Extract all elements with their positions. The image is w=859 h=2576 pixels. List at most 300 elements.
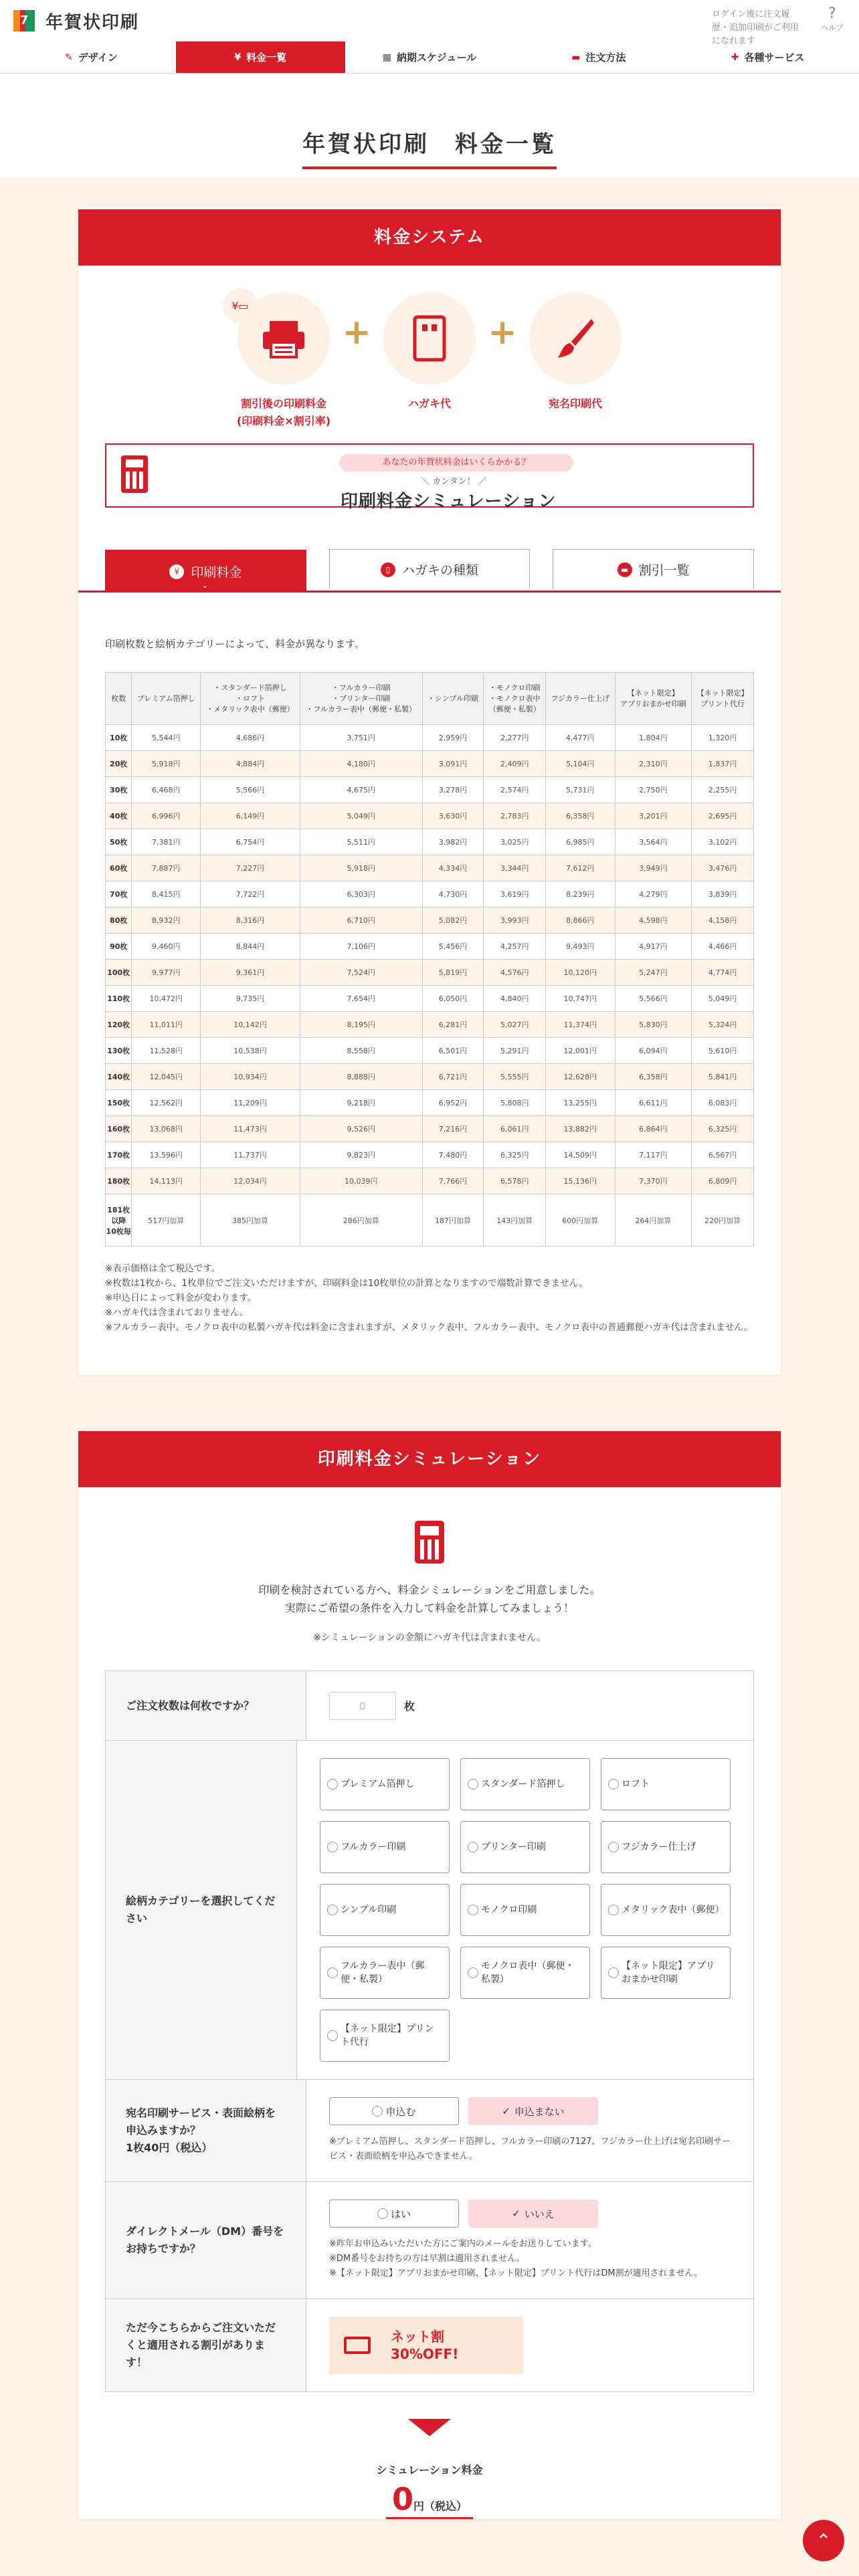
dm-label: ダイレクトメール（DM）番号をお持ちですか？ — [106, 2182, 306, 2298]
table-cell: 5,555円 — [484, 1064, 546, 1090]
category-option-label: プレミアム箔押し — [341, 1779, 415, 1790]
table-cell: 4,477円 — [546, 725, 615, 751]
table-cell: 6,303円 — [300, 881, 422, 907]
help-label: ヘルプ — [821, 23, 844, 32]
table-cell: 13,068円 — [132, 1116, 201, 1142]
radio-icon — [468, 1905, 478, 1915]
table-cell: 9,361円 — [201, 960, 300, 986]
category-option-label: フルカラー表中（郵便・私製） — [341, 1961, 425, 1985]
table-cell: 100枚 — [106, 960, 132, 986]
table-cell: 11,473円 — [201, 1116, 300, 1142]
tab-discounts[interactable] — [553, 549, 754, 589]
yen-icon: ¥ — [169, 564, 184, 579]
table-cell: 4,279円 — [615, 881, 692, 907]
table-cell: 6,050円 — [422, 986, 484, 1012]
chevron-down-icon: ⌄ — [201, 580, 209, 590]
table-cell: 40枚 — [106, 803, 132, 829]
category-option-label: フジカラー仕上げ — [622, 1842, 696, 1852]
nav-label: 納期スケジュール — [397, 51, 477, 64]
table-cell: 3,751円 — [300, 725, 422, 751]
table-cell: 6,809円 — [692, 1168, 754, 1194]
table-header: フジカラー仕上げ — [546, 673, 615, 725]
table-cell: 5,049円 — [692, 986, 754, 1012]
table-cell: 220円加算 — [692, 1194, 754, 1247]
table-row — [106, 751, 754, 777]
table-cell: 10,039円 — [300, 1168, 422, 1194]
table-header: ・モノクロ印刷 ・モノクロ表中 （郵便・私製） — [484, 673, 546, 725]
yen-icon: ¥ — [234, 51, 242, 63]
content-background — [0, 177, 859, 2576]
simulation-form — [105, 1671, 754, 2392]
address-yes-radio[interactable] — [329, 2097, 459, 2125]
table-cell: 9,218円 — [300, 1090, 422, 1116]
nav-label: 注文方法 — [585, 51, 626, 64]
address-note: ※プレミアム箔押し、スタンダード箔押し、フルカラー印刷の7127、フジカラー仕上げは宛名印刷サービス・表面絵柄を申込みできません。 — [329, 2137, 731, 2161]
category-label: 絵柄カテゴリーを選択してください — [106, 1741, 297, 2079]
table-row — [106, 1064, 754, 1090]
table-cell: 6,952円 — [422, 1090, 484, 1116]
table-cell: 4,334円 — [422, 855, 484, 881]
discount-title: ネット割 — [391, 2329, 444, 2345]
nav-schedule[interactable] — [345, 41, 514, 73]
site-header — [0, 0, 859, 46]
table-cell: 5,291円 — [484, 1038, 546, 1064]
table-cell: 120枚 — [106, 1012, 132, 1038]
system-item-label: 割引後の印刷料金 (印刷料金×割引率) — [236, 397, 331, 427]
dm-note: ※昨年お申込みいただいた方にご案内のメールをお送りしています。 — [329, 2239, 597, 2249]
table-cell: 11,737円 — [201, 1142, 300, 1168]
dm-notes — [329, 2237, 731, 2281]
table-note-line: ※枚数は1枚から、1枚単位でご注文いただけますが、印刷料金は10枚単位の計算となりますので端数計算できません。 — [105, 1278, 588, 1289]
tab-label: 印刷料金 — [191, 565, 242, 580]
table-cell: 60枚 — [106, 855, 132, 881]
table-cell: 10枚 — [106, 725, 132, 751]
table-note-line: ※ハガキ代は含まれておりません。 — [105, 1307, 249, 1318]
table-cell: 3,564円 — [615, 829, 692, 855]
table-cell: 5,511円 — [300, 829, 422, 855]
table-cell: 7,381円 — [132, 829, 201, 855]
table-cell: 4,257円 — [484, 934, 546, 960]
category-option-label: 【ネット限定】プリント代行 — [341, 2024, 434, 2048]
category-option[interactable] — [601, 1758, 731, 1810]
login-note[interactable]: ログイン後に注文履歴・追加印刷がご利用になれます — [712, 9, 799, 46]
simulation-card — [78, 1431, 781, 2519]
table-cell: 8,195円 — [300, 1012, 422, 1038]
help-button[interactable] — [819, 5, 846, 33]
table-row — [106, 960, 754, 986]
table-row — [106, 829, 754, 855]
table-cell: 4,917円 — [615, 934, 692, 960]
table-cell: 8,932円 — [132, 907, 201, 934]
table-cell: 5,247円 — [615, 960, 692, 986]
table-cell: 9,526円 — [300, 1116, 422, 1142]
radio-label: 申込む — [385, 2105, 416, 2118]
table-cell: 4,675円 — [300, 777, 422, 803]
table-cell: 6,710円 — [300, 907, 422, 934]
category-option-label: プリンター印刷 — [481, 1842, 546, 1852]
table-header: プレミアム箔押し — [132, 673, 201, 725]
table-cell: 4,598円 — [615, 907, 692, 934]
table-cell: 8,316円 — [201, 907, 300, 934]
category-option[interactable] — [601, 1884, 731, 1936]
table-row — [106, 1168, 754, 1194]
table-row — [106, 725, 754, 751]
table-cell: 7,216円 — [422, 1116, 484, 1142]
table-cell: 14,509円 — [546, 1142, 615, 1168]
table-cell: 3,476円 — [692, 855, 754, 881]
radio-label: いいえ — [524, 2208, 555, 2220]
address-label: 宛名印刷サービス・表面絵柄を申込みますか？ 1枚40円（税込） — [106, 2080, 306, 2181]
table-cell: 7,227円 — [201, 855, 300, 881]
table-cell: 4,158円 — [692, 907, 754, 934]
banner-question: あなたの年賀状料金はいくらかかる？ — [339, 454, 573, 471]
table-cell: 2,695円 — [692, 803, 754, 829]
table-cell: 4,884円 — [201, 751, 300, 777]
nav-order-method[interactable] — [514, 41, 683, 73]
table-header: 【ネット限定】 プリント代行 — [692, 673, 754, 725]
table-cell: 5,819円 — [422, 960, 484, 986]
banner-title: 印刷料金シミュレーション — [341, 492, 557, 512]
table-cell: 3,102円 — [692, 829, 754, 855]
radio-label: 申込まない — [514, 2105, 565, 2118]
table-cell: 5,731円 — [546, 777, 615, 803]
nav-price-list[interactable] — [176, 41, 345, 73]
table-cell: 6,996円 — [132, 803, 201, 829]
table-cell: 70枚 — [106, 881, 132, 907]
table-cell: 3,982円 — [422, 829, 484, 855]
table-cell: 6,578円 — [484, 1168, 546, 1194]
table-cell: 187円加算 — [422, 1194, 484, 1247]
table-row — [106, 1090, 754, 1116]
plus-sign: + — [488, 312, 517, 352]
table-cell: 13,882円 — [546, 1116, 615, 1142]
table-cell: 5,456円 — [422, 934, 484, 960]
table-cell: 8,888円 — [300, 1064, 422, 1090]
table-cell: 7,370円 — [615, 1168, 692, 1194]
table-cell: 600円加算 — [546, 1194, 615, 1247]
table-cell: 7,887円 — [132, 855, 201, 881]
category-option-label: モノクロ印刷 — [481, 1905, 537, 1915]
tab-print-price[interactable] — [105, 550, 306, 593]
table-cell: 6,358円 — [546, 803, 615, 829]
table-header: 【ネット限定】 アプリおまかせ印刷 — [615, 673, 692, 725]
table-cell: 12,628円 — [546, 1064, 615, 1090]
simulation-banner[interactable] — [105, 443, 754, 512]
table-cell: 5,566円 — [615, 986, 692, 1012]
table-header: 枚数 — [106, 673, 132, 725]
table-cell: 1,320円 — [692, 725, 754, 751]
help-icon: ? — [828, 5, 836, 22]
nav-label: 各種サービス — [744, 51, 805, 64]
table-cell: 11,374円 — [546, 1012, 615, 1038]
table-cell: 5,049円 — [300, 803, 422, 829]
simulation-result — [78, 2392, 781, 2519]
table-cell: 6,864円 — [615, 1116, 692, 1142]
category-option[interactable] — [460, 1947, 590, 1999]
tab-label: 割引一覧 — [638, 563, 690, 578]
table-cell: 9,735円 — [201, 986, 300, 1012]
table-cell: 180枚 — [106, 1168, 132, 1194]
table-cell: 10,538円 — [201, 1038, 300, 1064]
radio-icon — [608, 1842, 619, 1852]
table-cell: 4,686円 — [201, 725, 300, 751]
category-option[interactable] — [320, 1947, 450, 1999]
category-option[interactable] — [601, 1947, 731, 1999]
table-cell: 6,754円 — [201, 829, 300, 855]
simulation-intro-note: ※シミュレーションの金額にハガキ代は含まれません。 — [313, 1632, 546, 1643]
table-cell: 2,255円 — [692, 777, 754, 803]
table-cell: 3,025円 — [484, 829, 546, 855]
radio-icon — [468, 1842, 478, 1852]
category-option[interactable] — [320, 1758, 450, 1810]
table-cell: 12,562円 — [132, 1090, 201, 1116]
table-header: ・スタンダード箔押し ・ロフト ・メタリック表中（郵便） — [201, 673, 300, 725]
calendar-icon: ▦ — [382, 51, 392, 63]
table-cell: 150枚 — [106, 1090, 132, 1116]
table-cell: 6,325円 — [484, 1142, 546, 1168]
table-cell: 12,001円 — [546, 1038, 615, 1064]
price-table — [105, 672, 754, 1247]
laptop-icon — [344, 2337, 371, 2354]
table-cell: 8,239円 — [546, 881, 615, 907]
table-cell: 7,117円 — [615, 1142, 692, 1168]
table-cell: 13,596円 — [132, 1142, 201, 1168]
table-cell: 2,409円 — [484, 751, 546, 777]
scroll-to-top-button[interactable] — [803, 2520, 844, 2561]
table-cell: 8,415円 — [132, 881, 201, 907]
radio-icon — [608, 1779, 619, 1790]
table-cell: 4,774円 — [692, 960, 754, 986]
table-cell: 6,501円 — [422, 1038, 484, 1064]
table-cell: 6,061円 — [484, 1116, 546, 1142]
radio-icon — [327, 1967, 338, 1978]
discount-label: ただ今こちらからご注文いただくと適用される割引があります！ — [106, 2299, 306, 2391]
table-row — [106, 803, 754, 829]
table-header: ・フルカラー印刷 ・プリンター印刷 ・フルカラー表中（郵便・私製） — [300, 673, 422, 725]
table-cell: 12,045円 — [132, 1064, 201, 1090]
table-cell: 14,113円 — [132, 1168, 201, 1194]
table-note-line: ※表示価格は全て税込です。 — [105, 1263, 221, 1274]
intro-line: 印刷を検討されている方へ、料金シミュレーションをご用意しました。 — [258, 1584, 601, 1596]
table-cell: 5,324円 — [692, 1012, 754, 1038]
tab-postcard-types[interactable] — [329, 549, 531, 589]
table-notes — [78, 1247, 781, 1375]
radio-icon — [327, 1842, 338, 1852]
table-cell: 7,654円 — [300, 986, 422, 1012]
table-cell: 6,611円 — [615, 1090, 692, 1116]
discount-value: 30%OFF! — [391, 2346, 459, 2362]
table-cell: 5,830円 — [615, 1012, 692, 1038]
table-cell: 4,840円 — [484, 986, 546, 1012]
category-option-label: シンプル印刷 — [341, 1905, 397, 1915]
pen-icon: ✎ — [65, 51, 73, 63]
table-cell: 5,841円 — [692, 1064, 754, 1090]
nav-label: デザイン — [78, 51, 118, 64]
dm-note: ※【ネット限定】アプリおまかせ印刷、【ネット限定】プリント代行はDM割が適用されません。 — [329, 2268, 703, 2278]
table-cell: 7,612円 — [546, 855, 615, 881]
table-cell: 30枚 — [106, 777, 132, 803]
qty-input[interactable]: 0 — [329, 1692, 396, 1720]
radio-icon — [608, 1967, 619, 1978]
table-cell: 5,566円 — [201, 777, 300, 803]
table-cell: 264円加算 — [615, 1194, 692, 1247]
table-cell: 50枚 — [106, 829, 132, 855]
table-cell: 8,558円 — [300, 1038, 422, 1064]
table-cell: 3,344円 — [484, 855, 546, 881]
table-cell: 1,837円 — [692, 751, 754, 777]
table-cell: 2,959円 — [422, 725, 484, 751]
table-cell: 6,281円 — [422, 1012, 484, 1038]
table-cell: 160枚 — [106, 1116, 132, 1142]
table-cell: 385円加算 — [201, 1194, 300, 1247]
category-option-label: モノクロ表中（郵便・私製） — [481, 1961, 575, 1985]
table-cell: 5,808円 — [484, 1090, 546, 1116]
table-row — [106, 1194, 754, 1247]
table-cell: 130枚 — [106, 1038, 132, 1064]
nav-design[interactable] — [7, 41, 176, 73]
postcard-icon — [383, 292, 476, 385]
table-cell: 9,493円 — [546, 934, 615, 960]
table-cell: 5,544円 — [132, 725, 201, 751]
table-cell: 3,630円 — [422, 803, 484, 829]
table-row — [106, 934, 754, 960]
table-cell: 3,201円 — [615, 803, 692, 829]
table-cell: 9,977円 — [132, 960, 201, 986]
table-cell: 6,149円 — [201, 803, 300, 829]
seven-eleven-logo[interactable]: 7 — [13, 10, 35, 31]
price-system-heading: 料金システム — [78, 209, 781, 265]
table-cell: 2,310円 — [615, 751, 692, 777]
category-option-label: スタンダード箔押し — [481, 1779, 565, 1790]
table-row — [106, 1142, 754, 1168]
calculator-icon — [121, 455, 148, 493]
table-note-line: ※申込日によって料金が変わります。 — [105, 1293, 257, 1303]
table-cell: 140枚 — [106, 1064, 132, 1090]
price-system-card — [78, 209, 781, 1375]
table-cell: 3,619円 — [484, 881, 546, 907]
page-title: 年賀状印刷 料金一覧 — [302, 126, 557, 169]
table-cell: 170枚 — [106, 1142, 132, 1168]
system-item-postcard — [376, 292, 483, 413]
table-cell: 13,255円 — [546, 1090, 615, 1116]
table-cell: 5,082円 — [422, 907, 484, 934]
simulation-intro — [78, 1581, 781, 1617]
table-row — [106, 855, 754, 881]
category-option[interactable] — [460, 1821, 590, 1873]
table-cell: 7,106円 — [300, 934, 422, 960]
category-option[interactable] — [320, 1884, 450, 1936]
table-cell: 181枚 以降 10枚毎 — [106, 1194, 132, 1247]
table-cell: 9,823円 — [300, 1142, 422, 1168]
table-cell: 2,783円 — [484, 803, 546, 829]
table-cell: 3,278円 — [422, 777, 484, 803]
table-cell: 6,325円 — [692, 1116, 754, 1142]
table-cell: 9,460円 — [132, 934, 201, 960]
nav-label: 料金一覧 — [246, 51, 287, 64]
table-row — [106, 881, 754, 907]
table-cell: 8,844円 — [201, 934, 300, 960]
category-option[interactable] — [320, 1821, 450, 1873]
table-cell: 7,524円 — [300, 960, 422, 986]
table-cell: 10,472円 — [132, 986, 201, 1012]
site-title[interactable]: 年賀状印刷 — [45, 12, 140, 33]
category-options — [320, 1758, 731, 2062]
qty-unit: 枚 — [404, 1700, 415, 1713]
table-cell: 2,574円 — [484, 777, 546, 803]
table-cell: 6,985円 — [546, 829, 615, 855]
calculator-icon — [415, 1521, 444, 1564]
table-cell: 4,180円 — [300, 751, 422, 777]
price-tabs — [78, 508, 781, 593]
table-cell: 11,528円 — [132, 1038, 201, 1064]
table-cell: 4,466円 — [692, 934, 754, 960]
radio-icon — [608, 1905, 619, 1915]
tab-label: ハガキの種類 — [402, 563, 479, 578]
discount-icon: ▬ — [617, 562, 632, 577]
table-cell: 3,993円 — [484, 907, 546, 934]
radio-icon — [468, 1967, 478, 1978]
table-cell: 5,918円 — [132, 751, 201, 777]
dm-note: ※DM番号をお持ちの方は早割は適用されません。 — [329, 2254, 525, 2264]
category-option[interactable] — [601, 1821, 731, 1873]
category-option[interactable] — [460, 1884, 590, 1936]
simulation-heading: 印刷料金シミュレーション — [78, 1431, 781, 1487]
table-cell: 7,722円 — [201, 881, 300, 907]
table-cell: 5,610円 — [692, 1038, 754, 1064]
result-unit: 円（税込） — [413, 2500, 468, 2512]
table-cell: 90枚 — [106, 934, 132, 960]
plus-sign: + — [342, 312, 371, 352]
table-cell: 2,750円 — [615, 777, 692, 803]
table-cell: 8,866円 — [546, 907, 615, 934]
radio-icon — [327, 2030, 338, 2041]
table-cell: 15,136円 — [546, 1168, 615, 1194]
table-cell: 4,576円 — [484, 960, 546, 986]
table-cell: 7,480円 — [422, 1142, 484, 1168]
table-cell: 12,034円 — [201, 1168, 300, 1194]
table-cell: 2,277円 — [484, 725, 546, 751]
chevron-up-icon: ⌃ — [816, 2529, 832, 2552]
dm-yes-radio[interactable] — [329, 2199, 459, 2228]
table-cell: 5,104円 — [546, 751, 615, 777]
table-cell: 7,766円 — [422, 1168, 484, 1194]
radio-icon — [468, 1779, 478, 1790]
table-cell: 5,918円 — [300, 855, 422, 881]
table-cell: 10,142円 — [201, 1012, 300, 1038]
table-cell: 11,011円 — [132, 1012, 201, 1038]
table-cell: 11,209円 — [201, 1090, 300, 1116]
table-cell: 286円加算 — [300, 1194, 422, 1247]
card-icon: ▬ — [571, 51, 581, 63]
table-cell: 4,730円 — [422, 881, 484, 907]
check-icon: ✓ — [512, 2208, 520, 2220]
yen-card-icon: ¥▭ — [223, 288, 258, 323]
category-option[interactable] — [460, 1758, 590, 1810]
table-cell: 3,091円 — [422, 751, 484, 777]
table-header: ・シンプル印刷 — [422, 673, 484, 725]
table-cell: 110枚 — [106, 986, 132, 1012]
qty-label: ご注文枚数は何枚ですか？ — [106, 1671, 306, 1740]
dm-no-radio[interactable] — [468, 2199, 598, 2228]
table-row — [106, 1038, 754, 1064]
radio-icon — [327, 1779, 338, 1790]
net-discount-badge — [329, 2317, 523, 2374]
address-no-radio[interactable] — [468, 2097, 598, 2125]
table-cell: 517円加算 — [132, 1194, 201, 1247]
result-label: シミュレーション料金 — [376, 2464, 483, 2476]
category-option[interactable] — [320, 2010, 450, 2062]
arrow-down-icon — [408, 2419, 451, 2436]
